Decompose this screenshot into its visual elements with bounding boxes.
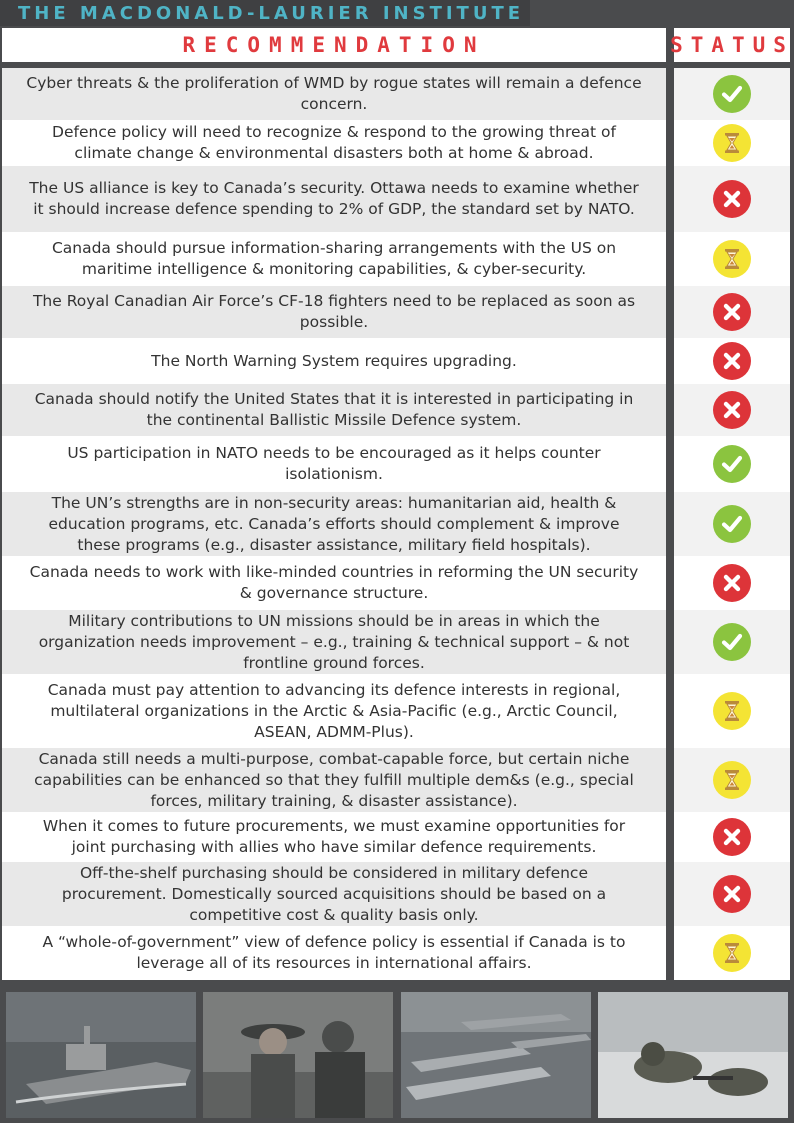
table-row — [2, 436, 790, 492]
table-row — [2, 556, 790, 610]
recommendation-text: Defence policy will need to recognize & respond to the growing threat of climate change & environmental disasters both at home & abroad. — [2, 120, 666, 166]
status-badge — [713, 180, 751, 218]
status-cell — [674, 748, 790, 812]
recommendation-text: US participation in NATO needs to be encouraged as it helps counter isolationism. — [2, 436, 666, 492]
recommendation-text: Military contributions to UN missions should be in areas in which the organization needs improvement – e.g., training & technical support – & not frontline ground forces. — [2, 610, 666, 674]
status-cell — [674, 436, 790, 492]
hourglass-icon — [723, 769, 741, 791]
status-badge — [713, 505, 751, 543]
x-icon — [720, 349, 744, 373]
table-row — [2, 384, 790, 436]
x-icon — [720, 825, 744, 849]
x-icon — [720, 398, 744, 422]
status-cell — [674, 610, 790, 674]
table-row — [2, 232, 790, 286]
status-cell — [674, 862, 790, 926]
status-cell — [674, 674, 790, 748]
ship-photo — [6, 992, 196, 1118]
status-badge — [713, 75, 751, 113]
recommendation-text: The North Warning System requires upgrading. — [2, 338, 666, 384]
recommendation-text: Off-the-shelf purchasing should be considered in military defence procurement. Domestically sourced acquisitions should be based on a competitive cost & quality basis only. — [2, 862, 666, 926]
status-cell — [674, 338, 790, 384]
status-badge — [713, 623, 751, 661]
status-cell — [674, 556, 790, 610]
x-icon — [720, 187, 744, 211]
status-badge — [713, 124, 751, 162]
table-row — [2, 286, 790, 338]
status-cell — [674, 68, 790, 120]
table-row — [2, 748, 790, 812]
recommendation-text: Canada still needs a multi-purpose, combat-capable force, but certain niche capabilities can be enhanced so that they fulfill multiple dem&s (e.g., special forces, military training, & disaster assistance). — [2, 748, 666, 812]
recommendation-text: Cyber threats & the proliferation of WMD by rogue states will remain a defence concern. — [2, 68, 666, 120]
table-row — [2, 926, 790, 980]
status-cell — [674, 492, 790, 556]
check-icon — [719, 511, 745, 537]
status-cell — [674, 232, 790, 286]
recommendation-text: The Royal Canadian Air Force’s CF-18 fighters need to be replaced as soon as possible. — [2, 286, 666, 338]
table-row — [2, 610, 790, 674]
table-row — [2, 166, 790, 232]
table-row — [2, 674, 790, 748]
fighter-jets-photo — [401, 992, 591, 1118]
status-cell — [674, 926, 790, 980]
table-row — [2, 492, 790, 556]
hourglass-icon — [723, 132, 741, 154]
check-icon — [719, 81, 745, 107]
check-icon — [719, 629, 745, 655]
photo-strip — [6, 992, 788, 1118]
recommendation-text: The US alliance is key to Canada’s security. Ottawa needs to examine whether it should increase defence spending to 2% of GDP, the standard set by NATO. — [2, 166, 666, 232]
status-badge — [713, 761, 751, 799]
x-icon — [720, 571, 744, 595]
status-header: STATUS — [674, 28, 790, 62]
table-row — [2, 862, 790, 926]
recommendation-text: Canada needs to work with like-minded countries in reforming the UN security & governance structure. — [2, 556, 666, 610]
recommendation-text: Canada should pursue information-sharing arrangements with the US on maritime intelligence & monitoring capabilities, & cyber-security. — [2, 232, 666, 286]
recommendation-text: Canada should notify the United States that it is interested in participating in the continental Ballistic Missile Defence system. — [2, 384, 666, 436]
table-row — [2, 120, 790, 166]
table-row — [2, 812, 790, 862]
status-badge — [713, 818, 751, 856]
status-badge — [713, 391, 751, 429]
recommendation-text: A “whole-of-government” view of defence policy is essential if Canada is to leverage all of its resources in international affairs. — [2, 926, 666, 980]
soldiers-photo — [203, 992, 393, 1118]
hourglass-icon — [723, 942, 741, 964]
winter-soldiers-photo — [598, 992, 788, 1118]
status-badge — [713, 240, 751, 278]
status-cell — [674, 812, 790, 862]
status-badge — [713, 875, 751, 913]
status-badge — [713, 445, 751, 483]
recommendation-header: RECOMMENDATION — [2, 28, 666, 62]
table-row — [2, 68, 790, 120]
status-cell — [674, 120, 790, 166]
status-badge — [713, 564, 751, 602]
status-cell — [674, 286, 790, 338]
status-badge — [713, 934, 751, 972]
check-icon — [719, 451, 745, 477]
status-cell — [674, 166, 790, 232]
hourglass-icon — [723, 700, 741, 722]
hourglass-icon — [723, 248, 741, 270]
recommendations-table — [2, 68, 790, 980]
status-badge — [713, 692, 751, 730]
status-badge — [713, 293, 751, 331]
recommendation-text: Canada must pay attention to advancing its defence interests in regional, multilateral organizations in the Arctic & Asia-Pacific (e.g., Arctic Council, ASEAN, ADMM-Plus). — [2, 674, 666, 748]
institute-banner: THE MACDONALD-LAURIER INSTITUTE — [0, 0, 530, 26]
status-badge — [713, 342, 751, 380]
status-cell — [674, 384, 790, 436]
x-icon — [720, 300, 744, 324]
table-row — [2, 338, 790, 384]
recommendation-text: When it comes to future procurements, we must examine opportunities for joint purchasing with allies who have similar defence requirements. — [2, 812, 666, 862]
recommendation-text: The UN’s strengths are in non-security areas: humanitarian aid, health & education programs, etc. Canada’s efforts should complement & improve these programs (e.g., disaster assistance, military field hospitals). — [2, 492, 666, 556]
x-icon — [720, 882, 744, 906]
